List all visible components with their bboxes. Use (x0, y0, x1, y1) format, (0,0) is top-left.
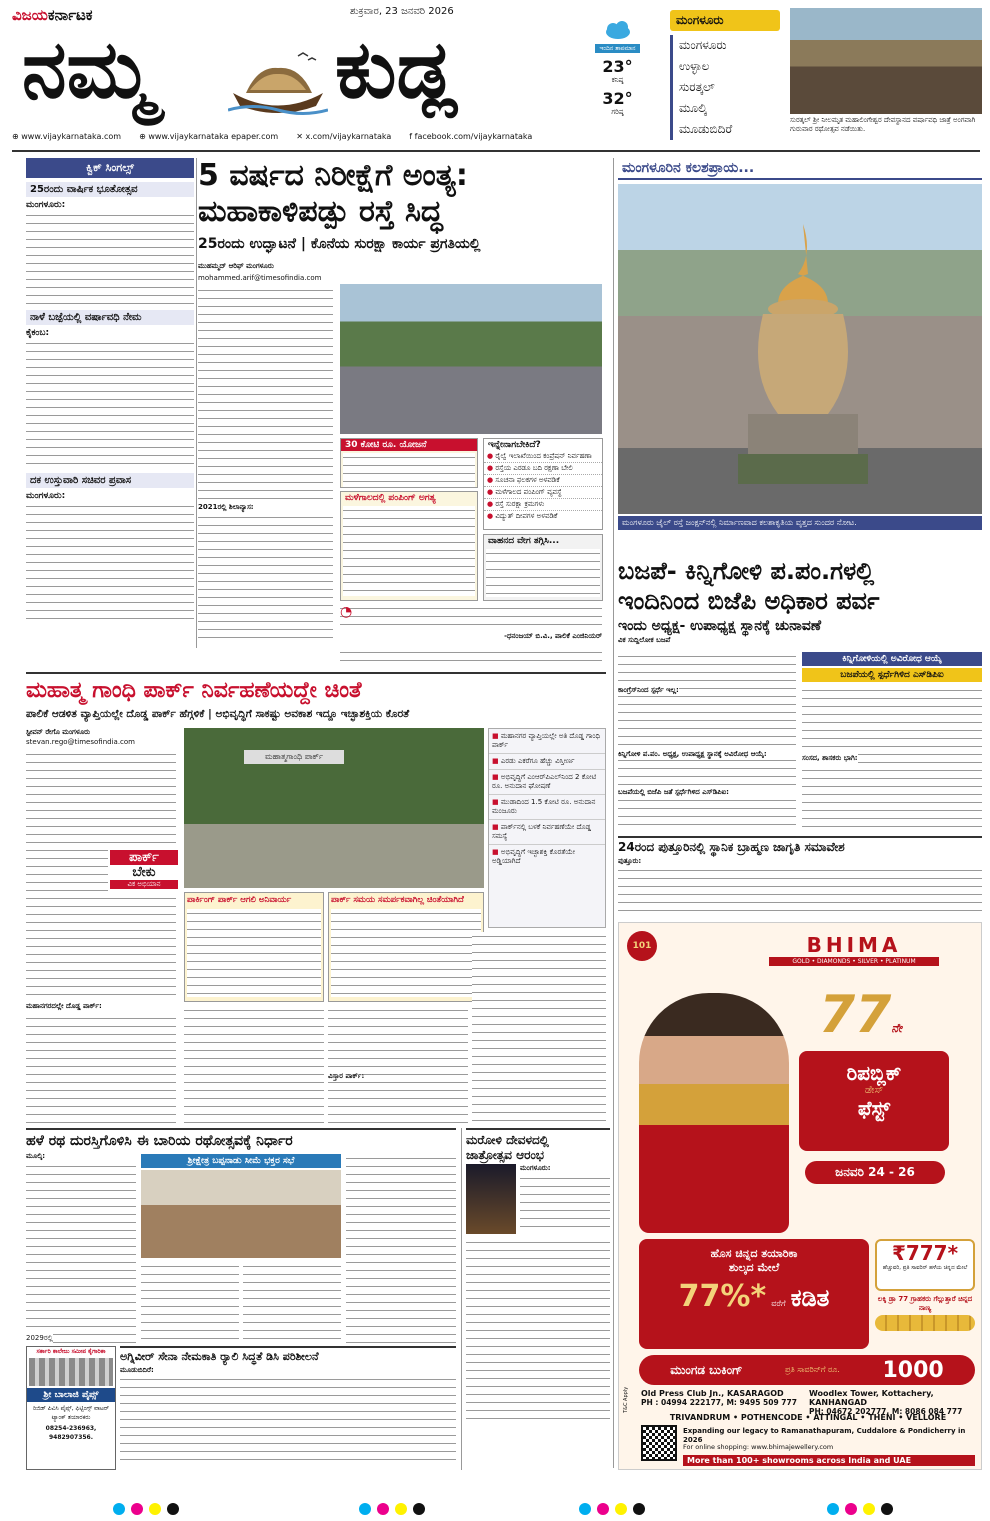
park-badge-3: ವಿಕ ಅಭಿಯಾನ (127, 880, 161, 888)
city-item[interactable]: ಮೂಡುಬಿದಿರೆ (670, 119, 780, 140)
registration-marks-left (110, 1500, 182, 1519)
pipes-ad-sub: ರಿಜಿಡ್ ಪಿವಿಸಿ ಪೈಪ್ಸ್, ಫಿಟ್ಟಿಂಗ್ಸ್ ವಾಟರ್ ಟ್ಯಾಂಕ್ ತಯಾರಕರು (32, 1405, 110, 1421)
lead-byline: ಮುಹಮ್ಮದ್ ಆರಿಫ್ ಮಂಗಳೂರು (198, 262, 274, 270)
checklist-title: ಇನ್ನೇನಾಗಬೇಕಿದೆ? (488, 440, 541, 450)
putturu-lead: ಪುತ್ತೂರು: (618, 857, 642, 865)
bullet-icon: ■ (492, 757, 499, 765)
agniveer-story (120, 1346, 456, 1470)
agniveer-lead: ಮೂಡುಬಿದಿರೆ: (120, 1366, 154, 1374)
x-link[interactable]: ✕ x.com/vijaykarnataka (296, 132, 392, 141)
bhima-brand: BHIMA (806, 933, 902, 957)
ratha-year: 2029ರಲ್ಲಿ (26, 1334, 53, 1342)
lead-subhead: 25ರಂದು ಉದ್ಘಾಟನೆ | ಕೊನೆಯ ಸುರಕ್ಷಾ ಕಾರ್ಯ ಪ್ರಗತಿಯಲ್ಲಿ (198, 236, 481, 252)
registration-marks-right (824, 1500, 896, 1519)
quick-item-lead: ಮಂಗಳೂರು: (26, 491, 66, 501)
bajpe-lead3: ಬಜಪೆಯಲ್ಲಿ ಬಿಜೆಪಿ ಜತೆ ಸ್ಪರ್ಧೆಗಿಳಿದ ಎಸ್‌ಡಿಪಿಐ: (618, 788, 796, 797)
globe-icon: ⊕ (139, 132, 146, 141)
masthead-date: ಶುಕ್ರವಾರ, 23 ಜನವರಿ 2026 (350, 6, 454, 17)
masthead-title-left: ನಮ್ಮ (22, 23, 154, 116)
lead-year-lead: 2021ರಲ್ಲಿ ಶಿಲಾನ್ಯಾಸ: (198, 503, 254, 511)
agniveer-headline: ಅಗ್ನಿವೀರ್ ಸೇನಾ ನೇಮಕಾತಿ ರ್‍ಯಾಲಿ ಸಿದ್ಧತೆ ಡಿಸಿ ಪರಿಶೀಲನೆ (120, 1346, 456, 1364)
parking-box-title: ಪಾರ್ಕಿಂಗ್ ಪಾರ್ಕ್ ಆಗಲಿ ಅನಿವಾರ್ಯ (187, 895, 292, 905)
ratha-headline: ಹಳೆ ರಥ ದುರಸ್ತಿಗೊಳಿಸಿ ಈ ಬಾರಿಯ ರಥೋತ್ಸವಕ್ಕೆ ನಿರ್ಧಾರ (26, 1128, 456, 1149)
registration-marks-center (356, 1500, 428, 1519)
quick-item-lead: ಮಂಗಳೂರು: (26, 200, 66, 210)
park-fact: ■ ಅಭಿವೃದ್ಧಿಗೆ ಎಂಆರ್‌ಪಿಎಲ್‌ನಿಂದ 2 ಕೋಟಿ ರೂ. ಅನುದಾನ ಘೋಷಣೆ (489, 770, 605, 795)
bhima-store1-ph: PH : 04994 222177, M: 9495 509 777 (641, 1398, 797, 1407)
brand-vijaya: ವಿಜಯ (12, 6, 48, 24)
bajpe-lead2: ಕಿನ್ನಿಗೋಳಿ ಪ.ಪಂ. ಅಧ್ಯಕ್ಷ, ಉಪಾಧ್ಯಕ್ಷ ಸ್ಥಾನಕ್ಕೆ ಅವಿರೋಧ ಆಯ್ಕೆ: (618, 750, 796, 759)
text-block (340, 604, 602, 632)
bhima-dates: ಜನವರಿ 24 - 26 (805, 1161, 945, 1184)
park-badge (108, 848, 180, 891)
checklist-item: ● ರೈಲ್ವೆ ಇಲಾಖೆಯಿಂದ ಕಂಪ್ರೆಷನ್ ನಿರ್ವಹಣಾ (484, 451, 602, 463)
checklist-item: ● ರಸ್ತೆಯ ಎರಡೂ ಬದಿ ರಕ್ಷಣಾ ಬೇಲಿ (484, 463, 602, 475)
bajpe-side-1: ಕಿನ್ನಿಗೋಳಿಯಲ್ಲಿ ಅವಿರೋಧ ಆಯ್ಕೆ (802, 652, 982, 666)
bhima-price-box (875, 1239, 975, 1291)
park-fact: ■ ಮಹಾನಗರ ವ್ಯಾಪ್ತಿಯಲ್ಲೇ ಅತಿ ದೊಡ್ಡ ಗಾಂಧಿ ಪಾರ್ಕ್ (489, 729, 605, 754)
quote-icon: ◔ (340, 604, 353, 620)
maroli-headline-2: ಜಾತ್ರೋತ್ಸವ ಆರಂಭ (466, 1148, 544, 1162)
column-rule (613, 158, 614, 1468)
park-badge-2: ಬೇಕು (110, 865, 178, 880)
quick-item-lead: ಕೈಕಂಬ: (26, 328, 50, 338)
lead-text-col-1b (198, 513, 333, 638)
brand-karnataka: ಕರ್ನಾಟಕ (47, 6, 93, 24)
festival-photo-caption: ಸುರತ್ಕಲ್ ಶ್ರೀ ನೀಲಮೃತ ಮಹಾಲಿಂಗೇಶ್ವರ ದೇವಸ್ಥಾನದ ವರ್ಷಾವಧಿ ಜಾತ್ರೆ ಅಂಗವಾಗಿ ಗುರುವಾರ ರಥೋತ್ಸವ ನಡೆಯಿತು. (790, 116, 976, 133)
pipes-icon (29, 1358, 113, 1386)
bhima-store-1 (641, 1389, 801, 1407)
bajpe-lead1: ಕಾಂಗ್ರೆಸ್‌ನಿಂದ ಸ್ಪರ್ಧೆ ಇಲ್ಲ: (618, 686, 679, 694)
ratha-lead: ಮೂಲ್ಕಿ: (26, 1152, 46, 1160)
bajpe-lead4: ಸಂಸದ, ಶಾಸಕರು ಭಾಗಿ: (802, 754, 858, 762)
gandhi-text-col-4 (472, 932, 606, 1124)
epaper-link[interactable]: ⊕ www.vijaykarnataka epaper.com (139, 132, 279, 141)
bajpe-story (618, 556, 982, 832)
bhima-store2-ph: PH: 04672 202777, M: 8086 084 777 (809, 1407, 963, 1416)
gold-coins-icon (875, 1315, 975, 1331)
masthead (0, 0, 990, 152)
city-item[interactable]: ಮಂಗಳೂರು (670, 35, 780, 56)
kalasha-caption: ಮಂಗಳೂರು ಜೈಲ್ ರಸ್ತೆ ಜಂಕ್ಷನ್‌ನಲ್ಲಿ ನಿರ್ಮಾಣವಾದ ಕಲಶಾಕೃತಿಯ ವೃತ್ತದ ಸುಂದರ ನೋಟ. (618, 516, 982, 530)
city-box-title: ಮಂಗಳೂರು (670, 10, 780, 31)
pumping-box-title: ಮಳೆಗಾಲದಲ್ಲಿ ಪಂಪಿಂಗ್ ಅಗತ್ಯ (345, 493, 436, 503)
bhima-booking: ಮುಂಗಡ ಬುಕಿಂಗ್ (670, 1362, 743, 1377)
bullet-icon: ■ (492, 732, 499, 740)
deity-photo (466, 1164, 516, 1234)
park-time-box-title: ಪಾರ್ಕ್ ಸಮಯ ಸಮರ್ಪಕವಾಗಿಲ್ಲ ಚಿಂತೆಯಾಗಿದೆ (331, 895, 464, 905)
maroli-text-1 (520, 1174, 610, 1234)
ratha-text-col-3 (243, 1262, 341, 1343)
facebook-link[interactable]: f facebook.com/vijaykarnataka (409, 132, 533, 141)
bhima-booking-amount: 1000 (882, 1357, 944, 1383)
gandhi-email: stevan.rego@timesofindia.com (26, 738, 135, 746)
quote-block (340, 604, 602, 644)
bhima-logo (769, 933, 939, 966)
lead-headline-1: 5 ವರ್ಷದ ನಿರೀಕ್ಷೆಗೆ ಅಂತ್ಯ: (198, 158, 468, 193)
pipes-ad (26, 1346, 116, 1470)
bhima-ad (618, 922, 982, 1470)
text-block (120, 1375, 456, 1467)
bajpe-headline-2: ಇಂದಿನಿಂದ ಬಿಜೆಪಿ ಅಧಿಕಾರ ಪರ್ವ (618, 587, 880, 615)
bajpe-side-2: ಬಜಪೆಯಲ್ಲಿ ಸ್ಪರ್ಧೆಗಿಳಿದ ಎಸ್‌ಡಿಪಿಐ (802, 668, 982, 682)
maroli-story (466, 1128, 610, 1420)
text-block (26, 211, 194, 306)
bhima-lucky: ಲಕ್ಕಿ ಡ್ರಾ 77 ಗ್ರಾಹಕರು ಗೆಲ್ಲುತ್ತಾರೆ ಚಿನ್ನದ ನಾಣ್ಯ (877, 1295, 973, 1312)
city-box (670, 10, 780, 138)
parking-box (184, 892, 324, 1002)
park-fact: ■ ಎರಡು ಎಕರೆಗೂ ಹೆಚ್ಚು ವಿಸ್ತೀರ್ಣ (489, 754, 605, 770)
check-icon: ● (487, 512, 494, 520)
bhima-lucky-box (875, 1295, 975, 1349)
park-fact: ■ ಪಾರ್ಕ್‌ನಲ್ಲಿ ಬಳಕೆ ನಿರ್ವಹಣೆಯೇ ದೊಡ್ಡ ಸಮಸ್ಯೆ (489, 820, 605, 845)
pipes-ad-name: ಶ್ರೀ ಬಾಲಾಜಿ ಪೈಪ್ಸ್ (27, 1388, 115, 1402)
weather-cloud-icon (603, 20, 633, 40)
park-facts (488, 728, 606, 928)
putturu-story (618, 836, 982, 916)
bullet-icon: ■ (492, 798, 499, 806)
kalashapraya-header: ಮಂಗಳೂರಿನ ಕಲಶಪ್ರಾಯ... (618, 158, 982, 180)
text-block (486, 549, 600, 597)
bhima-store-2 (809, 1389, 979, 1416)
bhima-store1-name: Old Press Club Jn., KASARAGOD (641, 1389, 784, 1398)
lead-email: mohammed.arif@timesofindia.com (198, 274, 322, 282)
bajpe-text-col-1 (618, 652, 796, 832)
gandhi-text-col-2 (184, 1006, 324, 1124)
text-block (26, 339, 194, 469)
checklist-item: ● ವಿದ್ಯುತ್ ದೀಪಗಳ ಅಳವಡಿಕೆ (487, 512, 558, 520)
lead-headline-2: ಮಹಾಕಾಳಿಪಡ್ಪು ರಸ್ತೆ ಸಿದ್ಧ (198, 194, 443, 229)
park-fact: ■ ಮುಡಾದಿಂದ 1.5 ಕೋಟಿ ರೂ. ಅನುದಾನ ಮಂಜೂರು (489, 795, 605, 820)
weather-label: ಇಂದಿನ ತಾಪಮಾನ (595, 44, 640, 53)
bhima-kadita: ಕಡಿತ (790, 1284, 830, 1312)
putturu-headline: 24ರಂದ ಪುತ್ತೂರಿನಲ್ಲಿ ಸ್ಥಾನಿಕ ಬ್ರಾಹ್ಮಣ ಜಾಗೃತಿ ಸಮಾವೇಶ (618, 836, 982, 855)
lead-text-bottom (340, 648, 602, 666)
bhima-price: ₹777* (891, 1241, 959, 1265)
bhima-fest-panel (799, 1051, 949, 1151)
park-fact: ■ ಅಭಿವೃದ್ಧಿಗೆ ಇಚ್ಛಾಶಕ್ತಿ ಕೊರತೆಯೇ ಅಡ್ಡಿಯಾಗಿದೆ (492, 848, 575, 865)
weather-max-label: ಗರಿಷ್ಠ (611, 108, 624, 116)
park-gate-sign: ಮಹಾತ್ಮಗಾಂಧಿ ಪಾರ್ಕ್ (244, 750, 344, 764)
quick-singles-header: ಕ್ವಿಕ್ ಸಿಂಗಲ್ಸ್ (26, 158, 194, 178)
gandhi-story (26, 672, 606, 1124)
speed-box-title: ವಾಹನದ ವೇಗ ತಗ್ಗಿಸಿ... (488, 536, 560, 546)
maroli-text-2 (466, 1238, 610, 1420)
meeting-photo (141, 1170, 341, 1258)
checklist-box (483, 438, 603, 530)
qr-code-icon (641, 1425, 677, 1461)
houseboat-icon (228, 48, 328, 118)
text-block (343, 506, 475, 596)
masthead-rule (12, 150, 980, 152)
checklist-item: ● ಸೂಚನಾ ಫಲಕಗಳ ಅಳವಡಿಕೆ (484, 475, 602, 487)
park-time-box (328, 892, 484, 1002)
gandhi-headline: ಮಹಾತ್ಮ ಗಾಂಧಿ ಪಾರ್ಕ್ ನಿರ್ವಹಣೆಯದ್ದೇ ಚಿಂತೆ (26, 672, 606, 706)
lead-text-col-1 (198, 286, 333, 501)
bhima-booking-note: ಪ್ರತಿ ಸಾವರಿನ್‌ಗೆ ರೂ. (785, 1365, 840, 1374)
bhima-booking-bar (639, 1355, 975, 1385)
check-icon: ● (487, 452, 494, 460)
bhima-cities: TRIVANDRUM • POTHENCODE • ATTINGAL • THENI • VELLORE (669, 1413, 947, 1422)
gandhi-lead1: ಮಹಾನಗರದಲ್ಲೇ ದೊಡ್ಡ ಪಾರ್ಕ್: (26, 1002, 176, 1011)
city-item[interactable]: ಮೂಲ್ಕಿ (670, 98, 780, 119)
kalasha-sculpture-icon (738, 224, 868, 484)
bhima-making-1: ಹೊಸ ಚಿನ್ನದ ತಯಾರಿಕಾ (710, 1247, 798, 1260)
kalashapraya-section (618, 158, 982, 551)
bhima-expand: Expanding our legacy to Ramanathapuram, Cuddalore & Pondicherry in 2026 (683, 1427, 966, 1444)
bhima-online: For online shopping: www.bhimajewellery.com (683, 1443, 834, 1451)
bhima-fest-3: ಫೆಸ್ಟ್ (857, 1096, 891, 1120)
weather-min-label: ಕನಿಷ್ಠ (611, 76, 624, 84)
ratha-text-col-1 (26, 1162, 136, 1343)
gandhi-subhead: ಪಾಲಿಕೆ ಆಡಳಿತ ವ್ಯಾಪ್ತಿಯಲ್ಲೇ ದೊಡ್ಡ ಪಾರ್ಕ್ ಹೆಗ್ಗಳಿಕೆ | ಅಭಿವೃದ್ಧಿಗೆ ಸಾಕಷ್ಟು ಅವಕಾಶ ಇದ್ದೂ ಇಚ್ಛಾಶಕ್ತಿಯ ಕೊರತೆ (26, 708, 410, 720)
ratha-story (26, 1128, 456, 1343)
weather-max: 32° (602, 89, 633, 108)
bhima-varege: ವರೆಗೆ (771, 1299, 786, 1308)
quick-singles-column (26, 158, 194, 646)
text-block (26, 502, 194, 620)
festival-photo (790, 8, 982, 114)
bullet-icon: ■ (492, 848, 499, 856)
bhima-price-note: ಹೆಚ್ಚುವರಿ, ಪ್ರತಿ ಸಾವರಿನ್ ಹಳೆಯ ಚಿನ್ನದ ಮೇಲೆ (882, 1265, 968, 1271)
check-icon: ● (487, 464, 494, 472)
ratha-photo-title: ಶ್ರೀಕ್ಷೇತ್ರ ಬಪ್ಪನಾಡು ಸೀಮೆ ಭಕ್ತರ ಸಭೆ (141, 1154, 341, 1168)
globe-icon: ⊕ (12, 132, 19, 141)
kalasha-photo (618, 184, 982, 514)
bajpe-byline: ವಿಕ ಸುದ್ದಿಲೋಕ ಬಜಪೆ (618, 636, 671, 644)
masthead-title-right: ಕುಡ್ಲ (335, 23, 457, 116)
bullet-icon: ■ (492, 773, 499, 781)
text-block (618, 866, 982, 916)
registration-marks-mid (576, 1500, 648, 1519)
bhima-showrooms: More than 100+ showrooms across India and UAE (683, 1455, 975, 1466)
speed-box (483, 534, 603, 601)
project-box-title: 30 ಕೋಟಿ ರೂ. ಯೋಜನೆ (341, 439, 477, 451)
pipes-ad-phone: 08254-236963, 9482907356. (45, 1425, 97, 1441)
bhima-model-photo (639, 993, 789, 1233)
x-icon: ✕ (296, 132, 303, 141)
gandhi-lead2: ವಿಸ್ತಾರ ಪಾರ್ಕ್: (328, 1072, 365, 1080)
ratha-text-col-2 (141, 1262, 239, 1343)
project-box (340, 438, 478, 488)
maroli-lead: ಮಂಗಳೂರು: (520, 1164, 551, 1172)
park-badge-1: ಪಾರ್ಕ್ (129, 850, 159, 865)
bhima-years-badge: 101 (627, 931, 657, 961)
park-gate-photo (184, 728, 484, 888)
weather-widget (595, 20, 640, 117)
city-item[interactable]: ಸುರತ್ಕಲ್ (670, 77, 780, 98)
link-bar (12, 132, 652, 146)
bhima-percent: 77%* (678, 1279, 767, 1314)
check-icon: ● (487, 476, 494, 484)
text-block (343, 453, 475, 487)
quick-item-title: 25ರಂದು ವಾರ್ಷಿಕ ಭೂತೋತ್ಸವ (26, 182, 194, 197)
bajpe-subhead: ಇಂದು ಅಧ್ಯಕ್ಷ- ಉಪಾಧ್ಯಕ್ಷ ಸ್ಥಾನಕ್ಕೆ ಚುನಾವಣೆ (618, 618, 822, 634)
check-icon: ● (487, 500, 494, 508)
maroli-headline-1: ಮರೋಳಿ ದೇವಳದಲ್ಲಿ (466, 1128, 610, 1148)
bhima-fest-num: 77ನೇ (819, 985, 902, 1045)
column-rule (196, 158, 197, 648)
pipes-ad-top: ಸರ್ಕಾರಿ ಕಾಲೇಜು ಸಮೀಪ ಕೈಗಾರಿಕಾ (36, 1348, 106, 1355)
ratha-text-col-4 (346, 1154, 456, 1343)
bhima-making-2: ಶುಲ್ಕದ ಮೇಲೆ (728, 1261, 780, 1274)
bhima-tagline: GOLD • DIAMONDS • SILVER • PLATINUM (769, 957, 939, 966)
bhima-offer-panel (639, 1239, 869, 1349)
pumping-box (340, 491, 478, 601)
bajpe-headline-1: ಬಜಪೆ- ಕಿನ್ನಿಗೋಳಿ ಪ.ಪಂ.ಗಳಲ್ಲಿ (618, 557, 875, 585)
facebook-icon: f (409, 132, 413, 141)
bhima-fest-2: ಡೇಸ್ (864, 1085, 884, 1096)
city-list (670, 35, 780, 140)
quick-item-title: ದಕ ಉಸ್ತುವಾರಿ ಸಚಿವರ ಪ್ರವಾಸ (26, 473, 194, 488)
bhima-tc: T&C Apply (623, 1386, 629, 1413)
bhima-offer (639, 1279, 869, 1314)
text-block (331, 909, 481, 997)
bullet-icon: ■ (492, 823, 499, 831)
bhima-fest-ne: ನೇ (891, 1021, 902, 1035)
checklist-item: ● ರಸ್ತೆ ಸುರಕ್ಷಾ ಕ್ರಮಗಳು (484, 499, 602, 511)
quick-item-title: ನಾಳೆ ಬಜ್ಪೆಯಲ್ಲಿ ವರ್ಷಾವಧಿ ನೇಮ (26, 310, 194, 325)
checklist-item: ● ಮಳೆಗಾಲದ ಪಂಪಿಂಗ್ ವ್ಯವಸ್ಥೆ (484, 487, 602, 499)
bhima-fest-1: ರಿಪಬ್ಲಿಕ್ (846, 1061, 902, 1085)
underpass-photo (340, 284, 602, 434)
city-item[interactable]: ಉಳ್ಳಾಲ (670, 56, 780, 77)
gandhi-text-col-3 (328, 1006, 468, 1124)
gandhi-text-col-1 (26, 750, 176, 1124)
bhima-store2-name: Woodlex Tower, Kottachery, KANHANGAD (809, 1389, 934, 1407)
gandhi-byline: ಸ್ಟೀವನ್ ರೇಗೊ ಮಂಗಳೂರು (26, 728, 91, 736)
check-icon: ● (487, 488, 494, 496)
quote-signoff: -ಧನಂಜಯ್ ಬಿ.ವಿ., ಪಾಲಿಕೆ ಎಂಜಿನಿಯರ್ (504, 632, 602, 640)
web-link[interactable]: ⊕ www.vijaykarnataka.com (12, 132, 122, 141)
weather-min: 23° (602, 57, 633, 76)
column-rule (461, 1128, 462, 1470)
lead-story (198, 158, 608, 668)
text-block (187, 909, 321, 997)
